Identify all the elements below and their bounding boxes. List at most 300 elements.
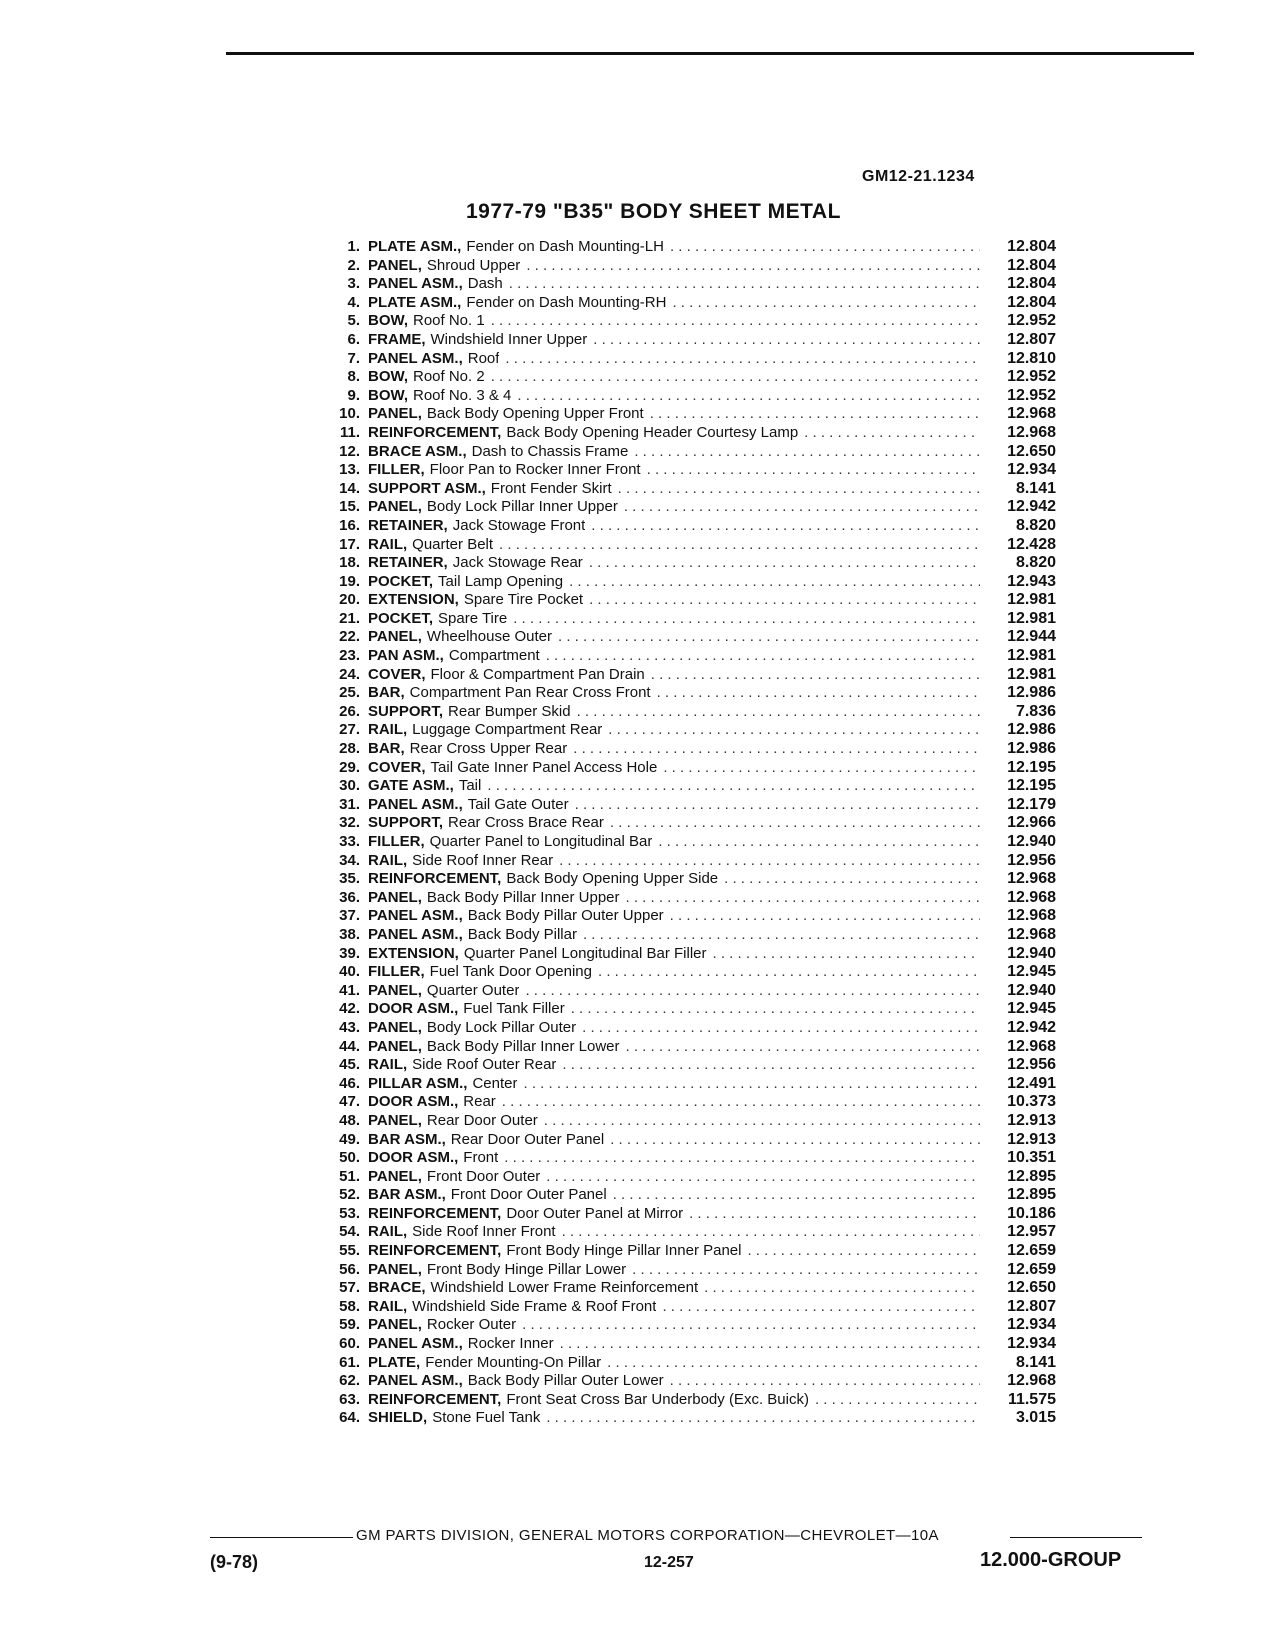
part-group-number: 12.968	[1007, 423, 1056, 441]
part-name: PANEL,	[368, 1316, 422, 1334]
part-name: PANEL,	[368, 498, 422, 516]
dot-leader	[610, 814, 980, 833]
part-description: Stone Fuel Tank	[432, 1409, 541, 1427]
part-description: Tail Gate Outer	[467, 795, 569, 813]
part-description: Tail Gate Inner Panel Access Hole	[430, 758, 658, 776]
part-group-number: 12.981	[1007, 665, 1056, 683]
part-number: 23.	[339, 647, 360, 665]
part-description: Rear Cross Brace Rear	[448, 814, 604, 832]
dot-leader	[647, 461, 980, 480]
part-description: Fuel Tank Filler	[463, 1000, 565, 1018]
part-name: RETAINER,	[368, 516, 448, 534]
part-name: BOW,	[368, 368, 408, 386]
dot-leader	[583, 926, 980, 945]
dot-leader	[523, 1075, 980, 1094]
part-description: Back Body Pillar Inner Upper	[426, 888, 620, 906]
part-name: PANEL,	[368, 405, 422, 423]
dot-leader	[591, 517, 980, 536]
part-description: Quarter Panel to Longitudinal Bar	[429, 833, 653, 850]
part-group-number: 12.650	[1007, 1279, 1056, 1297]
part-group-number: 12.940	[1007, 833, 1056, 850]
part-name: BRACE,	[368, 1279, 426, 1297]
part-number: 45.	[339, 1056, 360, 1074]
dot-leader	[577, 703, 980, 722]
part-group-number: 12.491	[1007, 1074, 1056, 1092]
part-description: Back Body Pillar Outer Lower	[467, 1372, 664, 1390]
part-description: Windshield Side Frame & Roof Front	[412, 1297, 657, 1315]
dot-leader	[650, 405, 980, 424]
footer-group: 12.000-GROUP	[980, 1549, 1122, 1571]
part-name: PANEL,	[368, 1260, 422, 1278]
part-description: Back Body Pillar Inner Lower	[426, 1037, 620, 1055]
dot-leader	[608, 721, 980, 740]
part-group-number: 12.952	[1007, 368, 1056, 386]
part-name: PAN ASM.,	[368, 647, 444, 665]
footer-date: (9-78)	[210, 1552, 259, 1572]
part-group-number: 12.807	[1007, 330, 1056, 348]
part-name: BAR ASM.,	[368, 1130, 446, 1148]
part-name: SHIELD,	[368, 1409, 428, 1427]
part-name: GATE ASM.,	[368, 777, 454, 795]
part-name: BOW,	[368, 386, 408, 404]
part-description: Body Lock Pillar Outer	[426, 1018, 577, 1036]
dot-leader	[670, 907, 980, 926]
part-number: 20.	[339, 591, 360, 609]
part-number: 27.	[339, 721, 360, 739]
part-group-number: 10.351	[1007, 1149, 1056, 1167]
part-name: RAIL,	[368, 1056, 408, 1074]
part-group-number: 8.820	[1015, 554, 1056, 572]
dot-leader	[562, 1056, 980, 1075]
part-group-number: 8.141	[1015, 1353, 1056, 1371]
dot-leader	[491, 312, 980, 331]
part-name: EXTENSION,	[368, 591, 459, 609]
part-description: Front	[463, 1149, 499, 1167]
dot-leader	[505, 350, 980, 369]
dot-leader	[546, 1168, 980, 1187]
dot-leader	[575, 796, 980, 815]
part-group-number: 12.659	[1007, 1260, 1056, 1278]
part-group-number: 12.943	[1007, 572, 1056, 590]
part-name: COVER,	[368, 665, 426, 683]
dot-leader	[657, 684, 980, 703]
part-description: Front Door Outer	[426, 1167, 541, 1185]
part-description: Floor & Compartment Pan Drain	[430, 665, 645, 683]
part-number: 28.	[339, 740, 360, 758]
part-description: Back Body Opening Upper Side	[506, 870, 719, 888]
part-name: PANEL ASM.,	[368, 795, 463, 813]
part-group-number: 12.913	[1007, 1111, 1056, 1129]
part-number: 25.	[339, 684, 360, 702]
part-number: 24.	[339, 665, 360, 683]
part-description: Dash to Chassis Frame	[471, 442, 629, 460]
part-group-number: 12.934	[1007, 461, 1056, 479]
part-number: 48.	[339, 1111, 360, 1129]
part-number: 13.	[339, 461, 360, 479]
part-description: Roof No. 3 & 4	[413, 386, 512, 404]
part-number: 18.	[339, 554, 360, 572]
part-name: FILLER,	[368, 963, 425, 981]
part-group-number: 12.986	[1007, 740, 1056, 758]
dot-leader	[598, 963, 980, 982]
part-number: 60.	[339, 1335, 360, 1353]
part-description: Front Door Outer Panel	[450, 1186, 607, 1204]
part-number: 17.	[339, 535, 360, 553]
dot-leader	[504, 1149, 980, 1168]
part-description: Front Body Hinge Pillar Lower	[426, 1260, 627, 1278]
part-number: 44.	[339, 1037, 360, 1055]
dot-leader	[626, 1038, 981, 1057]
dot-leader	[618, 480, 980, 499]
part-group-number: 12.986	[1007, 684, 1056, 702]
part-description: Spare Tire	[438, 609, 508, 627]
part-description: Door Outer Panel at Mirror	[506, 1204, 684, 1222]
dot-leader	[487, 777, 980, 796]
dot-leader	[651, 666, 980, 685]
part-description: Spare Tire Pocket	[463, 591, 584, 609]
part-number: 62.	[339, 1372, 360, 1390]
part-group-number: 12.934	[1007, 1335, 1056, 1353]
part-group-number: 12.195	[1007, 758, 1056, 776]
part-group-number: 8.141	[1015, 479, 1056, 497]
dot-leader	[689, 1205, 980, 1224]
part-number: 39.	[339, 944, 360, 962]
part-number: 6.	[347, 330, 360, 348]
part-row	[316, 234, 1056, 253]
part-group-number: 12.942	[1007, 1018, 1056, 1036]
part-description: Dash	[467, 275, 503, 293]
part-number: 33.	[339, 833, 360, 850]
dot-leader	[632, 1261, 980, 1280]
dot-leader	[663, 759, 980, 778]
dot-leader	[589, 554, 980, 573]
part-description: Quarter Outer	[426, 981, 520, 999]
part-group-number: 10.186	[1007, 1204, 1056, 1222]
part-description: Luggage Compartment Rear	[412, 721, 603, 739]
part-name: COVER,	[368, 758, 426, 776]
part-description: Back Body Pillar	[467, 925, 577, 943]
part-description: Rear Door Outer Panel	[450, 1130, 605, 1148]
dot-leader	[502, 1093, 980, 1112]
part-name: REINFORCEMENT,	[368, 870, 502, 888]
part-group-number: 12.952	[1007, 386, 1056, 404]
part-description: Side Roof Outer Rear	[412, 1056, 557, 1074]
part-name: SUPPORT ASM.,	[368, 479, 486, 497]
part-name: PANEL,	[368, 1037, 422, 1055]
part-group-number: 8.820	[1015, 516, 1056, 534]
part-number: 15.	[339, 498, 360, 516]
dot-leader	[491, 368, 980, 387]
part-number: 30.	[339, 777, 360, 795]
dot-leader	[634, 443, 980, 462]
part-name: PANEL,	[368, 1111, 422, 1129]
part-name: BAR ASM.,	[368, 1186, 446, 1204]
footer-rule-right	[1010, 1537, 1142, 1538]
part-group-number: 12.810	[1007, 349, 1056, 367]
dot-leader	[624, 498, 980, 517]
part-group-number: 12.895	[1007, 1167, 1056, 1185]
footer-page-number: 12-257	[644, 1554, 694, 1571]
part-group-number: 3.015	[1015, 1409, 1056, 1427]
part-name: REINFORCEMENT,	[368, 1390, 502, 1408]
part-number: 57.	[339, 1279, 360, 1297]
part-description: Roof	[467, 349, 500, 367]
part-number: 64.	[339, 1409, 360, 1427]
part-name: PANEL ASM.,	[368, 275, 463, 293]
part-name: PANEL,	[368, 1167, 422, 1185]
part-group-number: 12.804	[1007, 293, 1056, 311]
dot-leader	[544, 1112, 980, 1131]
part-description: Rear	[463, 1093, 496, 1111]
part-name: REINFORCEMENT,	[368, 1204, 502, 1222]
part-group-number: 12.659	[1007, 1242, 1056, 1260]
part-group-number: 12.968	[1007, 405, 1056, 423]
part-number: 3.	[347, 275, 360, 293]
part-name: POCKET,	[368, 572, 434, 590]
dot-leader	[546, 647, 980, 666]
part-name: SUPPORT,	[368, 702, 444, 720]
part-number: 54.	[339, 1223, 360, 1241]
part-number: 42.	[339, 1000, 360, 1018]
part-description: Rear Cross Upper Rear	[409, 740, 568, 758]
part-group-number: 12.945	[1007, 963, 1056, 981]
dot-leader	[573, 740, 980, 759]
dot-leader	[704, 1279, 980, 1298]
dot-leader	[560, 1335, 980, 1354]
part-group-number: 12.179	[1007, 795, 1056, 813]
dot-leader	[571, 1000, 980, 1019]
dot-leader	[610, 1131, 980, 1150]
part-group-number: 12.807	[1007, 1297, 1056, 1315]
dot-leader	[589, 591, 980, 610]
part-name: DOOR ASM.,	[368, 1149, 459, 1167]
part-number: 61.	[339, 1353, 360, 1371]
part-name: FRAME,	[368, 330, 426, 348]
dot-leader	[662, 1298, 980, 1317]
part-description: Front Seat Cross Bar Underbody (Exc. Buick)	[506, 1390, 809, 1408]
part-group-number: 12.952	[1007, 312, 1056, 330]
part-number: 37.	[339, 907, 360, 925]
part-name: PLATE,	[368, 1353, 421, 1371]
part-name: EXTENSION,	[368, 944, 459, 962]
part-description: Jack Stowage Front	[452, 516, 586, 534]
part-description: Fender Mounting-On Pillar	[425, 1353, 602, 1371]
part-name: POCKET,	[368, 609, 434, 627]
part-name: FILLER,	[368, 461, 425, 479]
part-number: 16.	[339, 516, 360, 534]
part-group-number: 12.945	[1007, 1000, 1056, 1018]
part-number: 19.	[339, 572, 360, 590]
part-number: 50.	[339, 1149, 360, 1167]
part-name: PANEL,	[368, 981, 422, 999]
part-number: 63.	[339, 1390, 360, 1408]
part-group-number: 12.956	[1007, 851, 1056, 869]
part-number: 22.	[339, 628, 360, 646]
part-group-number: 12.968	[1007, 888, 1056, 906]
part-group-number: 12.804	[1007, 275, 1056, 293]
part-group-number: 12.195	[1007, 777, 1056, 795]
part-number: 47.	[339, 1093, 360, 1111]
part-name: PANEL ASM.,	[368, 925, 463, 943]
dot-leader	[672, 294, 980, 313]
part-number: 52.	[339, 1186, 360, 1204]
part-number: 21.	[339, 609, 360, 627]
part-group-number: 12.804	[1007, 256, 1056, 274]
part-number: 55.	[339, 1242, 360, 1260]
part-description: Body Lock Pillar Inner Upper	[426, 498, 618, 516]
dot-leader	[815, 1391, 980, 1410]
part-name: DOOR ASM.,	[368, 1000, 459, 1018]
part-number: 8.	[347, 368, 360, 386]
dot-leader	[670, 1372, 980, 1391]
part-group-number: 12.968	[1007, 1037, 1056, 1055]
part-number: 31.	[339, 795, 360, 813]
part-name: PANEL,	[368, 256, 422, 274]
part-description: Quarter Panel Longitudinal Bar Filler	[463, 944, 707, 962]
part-number: 4.	[347, 293, 360, 311]
footer-rule-left	[210, 1537, 353, 1538]
dot-leader	[513, 610, 980, 629]
part-number: 34.	[339, 851, 360, 869]
part-group-number: 12.968	[1007, 870, 1056, 888]
dot-leader	[613, 1186, 980, 1205]
part-name: RAIL,	[368, 721, 408, 739]
part-number: 10.	[339, 405, 360, 423]
dot-leader	[658, 833, 980, 852]
part-description: Front Body Hinge Pillar Inner Panel	[506, 1242, 742, 1260]
parts-list	[316, 234, 1056, 1427]
part-group-number: 12.913	[1007, 1130, 1056, 1148]
part-description: Rear Door Outer	[426, 1111, 538, 1129]
dot-leader	[607, 1354, 980, 1373]
part-number: 11.	[339, 423, 360, 441]
part-name: RAIL,	[368, 535, 408, 553]
part-group-number: 12.968	[1007, 1372, 1056, 1390]
part-description: Side Roof Inner Rear	[412, 851, 554, 869]
part-description: Roof No. 2	[413, 368, 485, 386]
part-description: Fender on Dash Mounting-LH	[466, 238, 664, 255]
part-description: Rear Bumper Skid	[448, 702, 571, 720]
dot-leader	[670, 238, 980, 257]
part-number: 29.	[339, 758, 360, 776]
part-number: 32.	[339, 814, 360, 832]
part-description: Compartment Pan Rear Cross Front	[409, 684, 651, 702]
dot-leader	[526, 257, 980, 276]
part-name: PANEL,	[368, 888, 422, 906]
part-number: 51.	[339, 1167, 360, 1185]
part-number: 35.	[339, 870, 360, 888]
part-name: PLATE ASM.,	[368, 238, 462, 255]
part-number: 43.	[339, 1018, 360, 1036]
part-group-number: 12.944	[1007, 628, 1056, 646]
part-name: BAR,	[368, 740, 405, 758]
part-description: Back Body Opening Header Courtesy Lamp	[506, 423, 799, 441]
part-number: 53.	[339, 1204, 360, 1222]
part-group-number: 12.804	[1007, 238, 1056, 255]
dot-leader	[626, 889, 981, 908]
dot-leader	[509, 275, 980, 294]
part-description: Tail Lamp Opening	[438, 572, 564, 590]
part-group-number: 12.968	[1007, 925, 1056, 943]
part-group-number: 12.940	[1007, 981, 1056, 999]
part-group-number: 12.986	[1007, 721, 1056, 739]
top-rule	[226, 52, 1194, 55]
part-name: PANEL ASM.,	[368, 1335, 463, 1353]
dot-leader	[747, 1242, 980, 1261]
part-name: RETAINER,	[368, 554, 448, 572]
dot-leader	[713, 945, 981, 964]
part-number: 14.	[339, 479, 360, 497]
part-number: 12.	[339, 442, 360, 460]
dot-leader	[582, 1019, 980, 1038]
dot-leader	[525, 982, 980, 1001]
part-group-number: 12.940	[1007, 944, 1056, 962]
part-number: 36.	[339, 888, 360, 906]
part-number: 26.	[339, 702, 360, 720]
dot-leader	[562, 1223, 980, 1242]
dot-leader	[546, 1409, 980, 1428]
part-number: 46.	[339, 1074, 360, 1092]
part-group-number: 12.981	[1007, 647, 1056, 665]
part-description: Shroud Upper	[426, 256, 521, 274]
part-description: Side Roof Inner Front	[412, 1223, 556, 1241]
part-description: Fender on Dash Mounting-RH	[466, 293, 667, 311]
part-number: 38.	[339, 925, 360, 943]
part-description: Roof No. 1	[413, 312, 485, 330]
dot-leader	[569, 573, 980, 592]
part-description: Compartment	[448, 647, 540, 665]
part-number: 2.	[347, 256, 360, 274]
part-group-number: 12.981	[1007, 591, 1056, 609]
part-name: RAIL,	[368, 1297, 408, 1315]
part-group-number: 12.428	[1007, 535, 1056, 553]
part-description: Fuel Tank Door Opening	[429, 963, 592, 981]
part-name: PANEL ASM.,	[368, 1372, 463, 1390]
part-number: 5.	[347, 312, 360, 330]
part-group-number: 12.934	[1007, 1316, 1056, 1334]
part-description: Wheelhouse Outer	[426, 628, 552, 646]
part-name: RAIL,	[368, 851, 408, 869]
part-description: Front Fender Skirt	[490, 479, 612, 497]
part-name: PANEL ASM.,	[368, 349, 463, 367]
part-description: Jack Stowage Rear	[452, 554, 583, 572]
part-group-number: 10.373	[1007, 1093, 1056, 1111]
part-name: PANEL,	[368, 1018, 422, 1036]
part-name: REINFORCEMENT,	[368, 423, 502, 441]
part-name: PILLAR ASM.,	[368, 1074, 468, 1092]
footer-publisher: GM PARTS DIVISION, GENERAL MOTORS CORPORATION—CHEVROLET—10A	[356, 1527, 939, 1544]
part-description: Quarter Belt	[412, 535, 494, 553]
part-name: RAIL,	[368, 1223, 408, 1241]
dot-leader	[593, 331, 980, 350]
part-number: 40.	[339, 963, 360, 981]
dot-leader	[724, 870, 980, 889]
part-description: Back Body Opening Upper Front	[426, 405, 644, 423]
document-code: GM12-21.1234	[862, 168, 975, 185]
dot-leader	[522, 1316, 980, 1335]
dot-leader	[559, 852, 980, 871]
part-description: Windshield Inner Upper	[430, 330, 588, 348]
part-number: 59.	[339, 1316, 360, 1334]
part-number: 41.	[339, 981, 360, 999]
part-group-number: 7.836	[1015, 702, 1056, 720]
dot-leader	[517, 387, 980, 406]
page-title: 1977-79 "B35" BODY SHEET METAL	[466, 200, 841, 223]
part-description: Center	[472, 1074, 518, 1092]
part-description: Rocker Inner	[467, 1335, 554, 1353]
part-group-number: 12.957	[1007, 1223, 1056, 1241]
part-name: PLATE ASM.,	[368, 293, 462, 311]
